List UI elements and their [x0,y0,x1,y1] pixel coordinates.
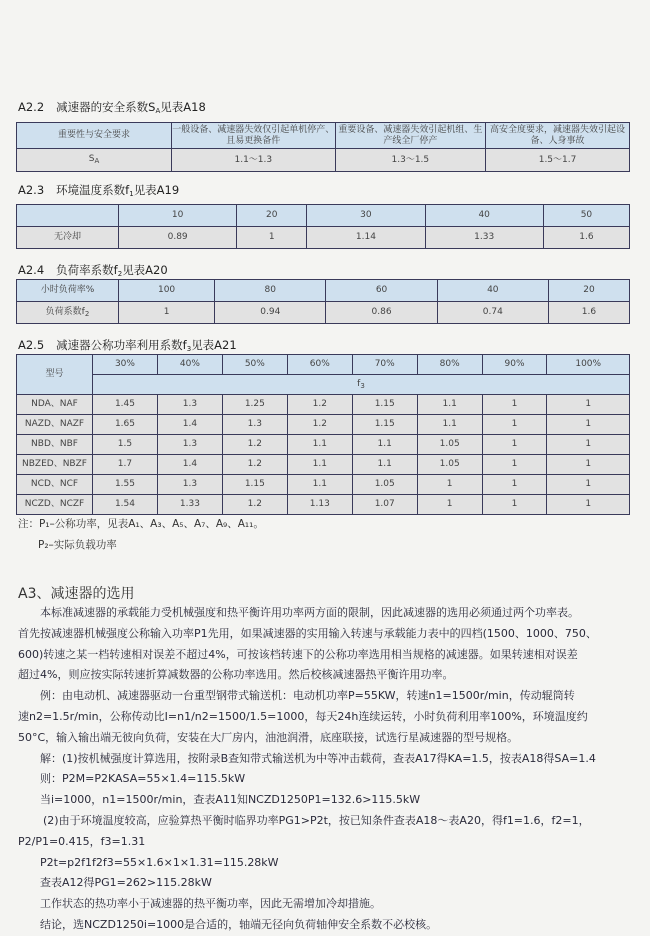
table-cell: 1.1 [287,475,352,495]
table-cell: 1.1 [417,395,482,415]
row-label: 无冷却 [17,227,119,249]
table-header-row [17,205,630,227]
table-cell: 1.55 [93,475,158,495]
header-cell: 60% [287,355,352,375]
table-cell: 1.4 [157,455,222,475]
table-cell: 1.33 [157,495,222,515]
header-cell: 80 [215,280,326,302]
label-text: 负荷系数f [45,306,85,317]
table-cell: 1 [417,475,482,495]
table-row [17,435,630,455]
table-cell: 0.89 [119,227,237,249]
table-cell: 1.45 [93,395,158,415]
table-row [17,149,630,172]
section-a25-heading [18,337,237,353]
heading-text: 见表A21 [191,338,237,352]
model-cell: NCD、NCF [17,475,93,495]
table-cell: 1.2 [222,455,287,475]
table-cell: 1.2 [222,495,287,515]
heading-sub: 3 [186,345,192,353]
section-a24-heading [18,262,168,278]
paragraph-line: 速n2=1.5r/min，公称传动比I=n1/n2=1500/1.5=1000，每天24h连续运转，小时负荷利用率100%，环境温度约 [18,709,588,723]
safety-factor-table [16,122,630,172]
table-row [17,280,630,302]
temperature-factor-table [16,204,630,249]
header-cell: 10 [119,205,237,227]
table-cell: 1 [482,495,547,515]
table-cell: 1.54 [93,495,158,515]
paragraph-line: 本标准减速器的承载能力受机械强度和热平衡许用功率两方面的限制，因此减速器的选用必须通过两个功率表。 [40,606,579,619]
header-cell: 型号 [17,355,93,395]
label-sub: 3 [360,381,365,390]
table-cell: 1.5 [93,435,158,455]
header-cell: 50 [543,205,629,227]
table-cell: 1.05 [417,455,482,475]
a3-body [18,603,632,936]
heading-text: 减速器公称功率利用系数f [56,338,187,352]
header-cell [93,375,630,395]
table-cell: 1 [547,495,630,515]
table-cell: 1.14 [307,227,425,249]
table-cell: 1.5～1.7 [486,149,630,172]
header-cell: 50% [222,355,287,375]
header-cell: 80% [417,355,482,375]
heading-text: 见表A19 [133,183,180,197]
table-row [17,495,630,515]
heading-text: 环境温度系数f [56,183,130,197]
table-cell: 1.33 [425,227,543,249]
table-cell: 1.3 [157,435,222,455]
table-cell: 1.1 [417,415,482,435]
header-cell: 40 [425,205,543,227]
note-line: P₂–实际负载功率 [38,539,117,551]
table-header-row [17,123,630,149]
table-cell: 1.6 [543,227,629,249]
note-line: 注：P₁–公称功率，见表A₁、A₃、A₅、A₇、A₉、A₁₁。 [18,518,264,530]
heading-text: 见表A20 [122,263,168,277]
section-number: A2.4 [18,263,45,277]
section-a22-heading [18,99,206,115]
heading-sub: A [155,107,161,115]
header-cell: 20 [548,280,629,302]
table-row [17,415,630,435]
table-cell: 1 [482,475,547,495]
paragraph-line: 查表A12得PG1=262>115.28kW [40,876,212,890]
paragraph-line: 例：由电动机、减速器驱动一台重型钢带式输送机：电动机功率P=55KW，转速n1=1500r/min，传动辊筒转 [40,689,575,703]
table-cell: 1.4 [157,415,222,435]
paragraph-line: (2)由于环境温度较高，应验算热平衡时临界功率PG1>P2t，按已知条件查表A18～表A20，得f1=1.6，f2=1， [43,813,590,827]
table-cell: 1.1 [287,455,352,475]
table-cell: 1.7 [93,455,158,475]
table-row [17,475,630,495]
table-cell: 1.3 [157,475,222,495]
table-cell: 1.2 [222,435,287,455]
table-cell: 1.15 [222,475,287,495]
table-cell: 1.2 [287,395,352,415]
section-a23-heading [18,182,179,198]
section-a3-heading: A3、减速器的选用 [18,586,135,602]
table-cell: 1.05 [352,475,417,495]
table-cell: 1.3 [157,395,222,415]
header-cell: 100% [547,355,630,375]
table-cell: 1 [482,395,547,415]
paragraph-line: 则：P2M=P2KASA=55×1.4=115.5kW [40,772,246,786]
header-cell [17,205,119,227]
table-cell: 1 [547,395,630,415]
model-cell: NBD、NBF [17,435,93,455]
model-cell: NBZED、NBZF [17,455,93,475]
header-cell: 一般设备、减速器失效仅引起单机停产、且易更换备件 [172,123,336,149]
header-cell: 重要设备、减速器失效引起机组、生产线全厂停产 [335,123,485,149]
table-cell: 1.07 [352,495,417,515]
table-cell: 1 [482,415,547,435]
label-sub: 2 [84,309,90,318]
table-cell: 1.1 [352,435,417,455]
section-number: A2.2 [18,100,45,114]
table-cell: 1.1～1.3 [172,149,336,172]
row-label: 小时负荷率% [17,280,119,302]
header-cell: 90% [482,355,547,375]
power-utilization-table [16,354,630,515]
table-cell: 1 [547,415,630,435]
table-cell: 1.1 [352,455,417,475]
table-cell: 1 [237,227,307,249]
heading-text: 见表A18 [160,100,206,114]
heading-text: 负荷率系数f [56,263,118,277]
label-text: f [357,378,361,389]
paragraph-line: 50°C，输入输出端无彼向负荷，安装在大厂房内，油池润滑，底座联接，试选行星减速器的型号规格。 [18,730,519,744]
table-cell: 1.05 [417,435,482,455]
header-cell: 100 [119,280,215,302]
header-cell: 20 [237,205,307,227]
table-cell: 1.15 [352,415,417,435]
section-number: A2.5 [18,338,45,352]
header-cell: 高安全度要求，减速器失效引起设备、人身事故 [486,123,630,149]
table-cell: 1.3 [222,415,287,435]
table-cell: 1.6 [548,302,629,324]
row-label [17,302,119,324]
table-cell: 1 [119,302,215,324]
table-cell: 1 [482,435,547,455]
header-cell: 30% [93,355,158,375]
label-text: S [88,154,95,165]
header-cell: 40 [437,280,548,302]
load-factor-table [16,279,630,324]
table-cell: 1.2 [287,415,352,435]
label-sub: A [94,157,100,166]
section-number: A2.3 [18,183,45,197]
table-cell: 1 [547,435,630,455]
table-header-row [17,375,630,395]
header-cell: 60 [326,280,437,302]
table-cell: 1.25 [222,395,287,415]
table-cell: 0.86 [326,302,437,324]
paragraph-line: 结论，选NCZD1250i=1000是合适的，轴端无径向负荷轴伸安全系数不必校核。 [40,917,438,931]
table-cell: 1 [547,455,630,475]
table-cell: 1.3～1.5 [335,149,485,172]
table-cell: 1.15 [352,395,417,415]
table-cell: 1 [417,495,482,515]
table-cell: 1.1 [287,435,352,455]
table-cell: 0.74 [437,302,548,324]
paragraph-line: 超过4%，则应按实际转速折算减数器的公称功率选用。然后校核减速器热平衡许用功率。 [18,668,454,682]
table-row [17,227,630,249]
paragraph-line: P2/P1=0.415，f3=1.31 [18,834,146,848]
model-cell: NDA、NAF [17,395,93,415]
paragraph-line: 工作状态的热功率小于减速器的热平衡功率，因此无需增加冷却措施。 [40,897,381,911]
paragraph-line: P2t=p2f1f2f3=55×1.6×1×1.31=115.28kW [40,855,279,869]
table-row [17,455,630,475]
model-cell: NCZD、NCZF [17,495,93,515]
header-cell: 70% [352,355,417,375]
header-cell: 40% [157,355,222,375]
table-cell: 1 [482,455,547,475]
row-label [17,149,172,172]
header-cell: 重要性与安全要求 [17,123,172,149]
table-cell: 1.13 [287,495,352,515]
paragraph-line: 首先按减速器机械强度公称输入功率P1先用，如果减速器的实用输入转速与承载能力表中的四档(1500、1000、750、 [18,626,597,640]
table-header-row [17,355,630,375]
table-row [17,395,630,415]
heading-text: 减速器的安全系数S [56,100,156,114]
model-cell: NAZD、NAZF [17,415,93,435]
heading-sub: 1 [129,190,134,198]
table-cell: 1.65 [93,415,158,435]
heading-sub: 2 [117,270,123,278]
paragraph-line: 600)转速之某一档转速相对误差不超过4%，可按该档转速下的公称功率选用相当规格的减速器。如果转速相对误差 [18,647,578,661]
paragraph-line: 当i=1000，n1=1500r/min，查表A11知NCZD1250P1=132.6>115.5kW [40,793,421,807]
paragraph-line: 解：(1)按机械强度计算选用，按附录B查知带式输送机为中等冲击载荷，查表A17得KA=1.5，按表A18得SA=1.4 [40,751,596,765]
table-cell: 1 [547,475,630,495]
header-cell: 30 [307,205,425,227]
table-cell: 0.94 [215,302,326,324]
table-row [17,302,630,324]
